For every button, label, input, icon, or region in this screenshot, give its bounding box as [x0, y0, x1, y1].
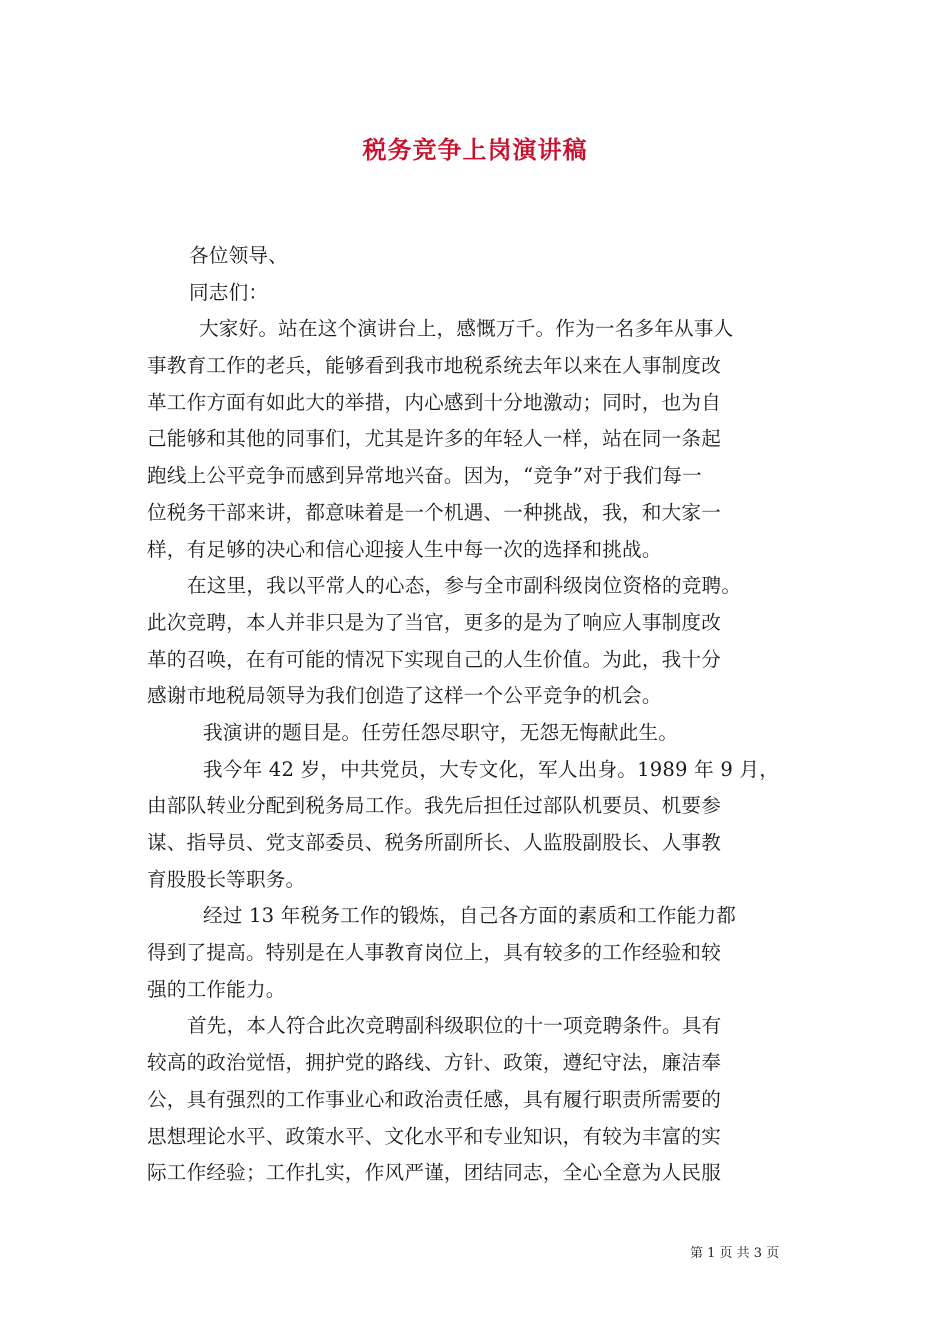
paragraph-line: 己能够和其他的同事们，尤其是许多的年轻人一样，站在同一条起 [147, 427, 722, 451]
paragraph-line: 得到了提高。特别是在人事教育岗位上，具有较多的工作经验和较 [147, 941, 722, 965]
paragraph-line: 首先，本人符合此次竞聘副科级职位的十一项竞聘条件。具有 [187, 1014, 722, 1038]
paragraph-line: 感谢市地税局领导为我们创造了这样一个公平竞争的机会。 [147, 684, 662, 708]
paragraph-line: 强的工作能力。 [147, 977, 286, 1001]
paragraph-line: 位税务干部来讲，都意味着是一个机遇、一种挑战，我，和大家一 [147, 500, 722, 524]
paragraph-line: 我演讲的题目是。任劳任怨尽职守，无怨无悔献此生。 [203, 720, 679, 744]
paragraph-line: 大家好。站在这个演讲台上，感慨万千。作为一名多年从事人 [199, 317, 734, 341]
paragraph-line: 跑线上公平竞争而感到异常地兴奋。因为，“竞争”对于我们每一 [147, 464, 702, 488]
salutation-line: 同志们： [189, 280, 269, 304]
paragraph-line: 我今年 42 岁，中共党员，大专文化，军人出身。1989 年 9 月， [203, 757, 780, 781]
paragraph-line: 样，有足够的决心和信心迎接人生中每一次的选择和挑战。 [147, 537, 662, 561]
paragraph-line: 谋、指导员、党支部委员、税务所副所长、人监股副股长、人事教 [147, 831, 722, 854]
page-number: 第 1 页 共 3 页 [690, 1246, 780, 1261]
salutation-line: 各位领导、 [189, 244, 288, 267]
paragraph-line: 较高的政治觉悟，拥护党的路线、方针、政策，遵纪守法，廉洁奉 [147, 1051, 722, 1075]
paragraph-line: 思想理论水平、政策水平、文化水平和专业知识，有较为丰富的实 [147, 1124, 722, 1148]
paragraph-line: 在这里，我以平常人的心态，参与全市副科级岗位资格的竞聘。 [187, 574, 742, 598]
document-title: 税务竞争上岗演讲稿 [362, 135, 588, 164]
paragraph-line: 公，具有强烈的工作事业心和政治责任感，具有履行职责所需要的 [147, 1087, 722, 1111]
paragraph-line: 育股股长等职务。 [147, 867, 306, 891]
paragraph-line: 事教育工作的老兵，能够看到我市地税系统去年以来在人事制度改 [147, 354, 722, 378]
paragraph-line: 由部队转业分配到税务局工作。我先后担任过部队机要员、机要参 [147, 794, 722, 818]
paragraph-line: 此次竞聘，本人并非只是为了当官，更多的是为了响应人事制度改 [147, 610, 722, 634]
document-body [147, 238, 807, 1192]
paragraph-line: 际工作经验；工作扎实，作风严谨，团结同志，全心全意为人民服 [147, 1161, 722, 1185]
paragraph-line: 经过 13 年税务工作的锻炼，自己各方面的素质和工作能力都 [203, 904, 737, 928]
paragraph-line: 革的召唤，在有可能的情况下实现自己的人生价值。为此，我十分 [147, 647, 722, 671]
paragraph-line: 革工作方面有如此大的举措，内心感到十分地激动；同时，也为自 [147, 390, 722, 414]
